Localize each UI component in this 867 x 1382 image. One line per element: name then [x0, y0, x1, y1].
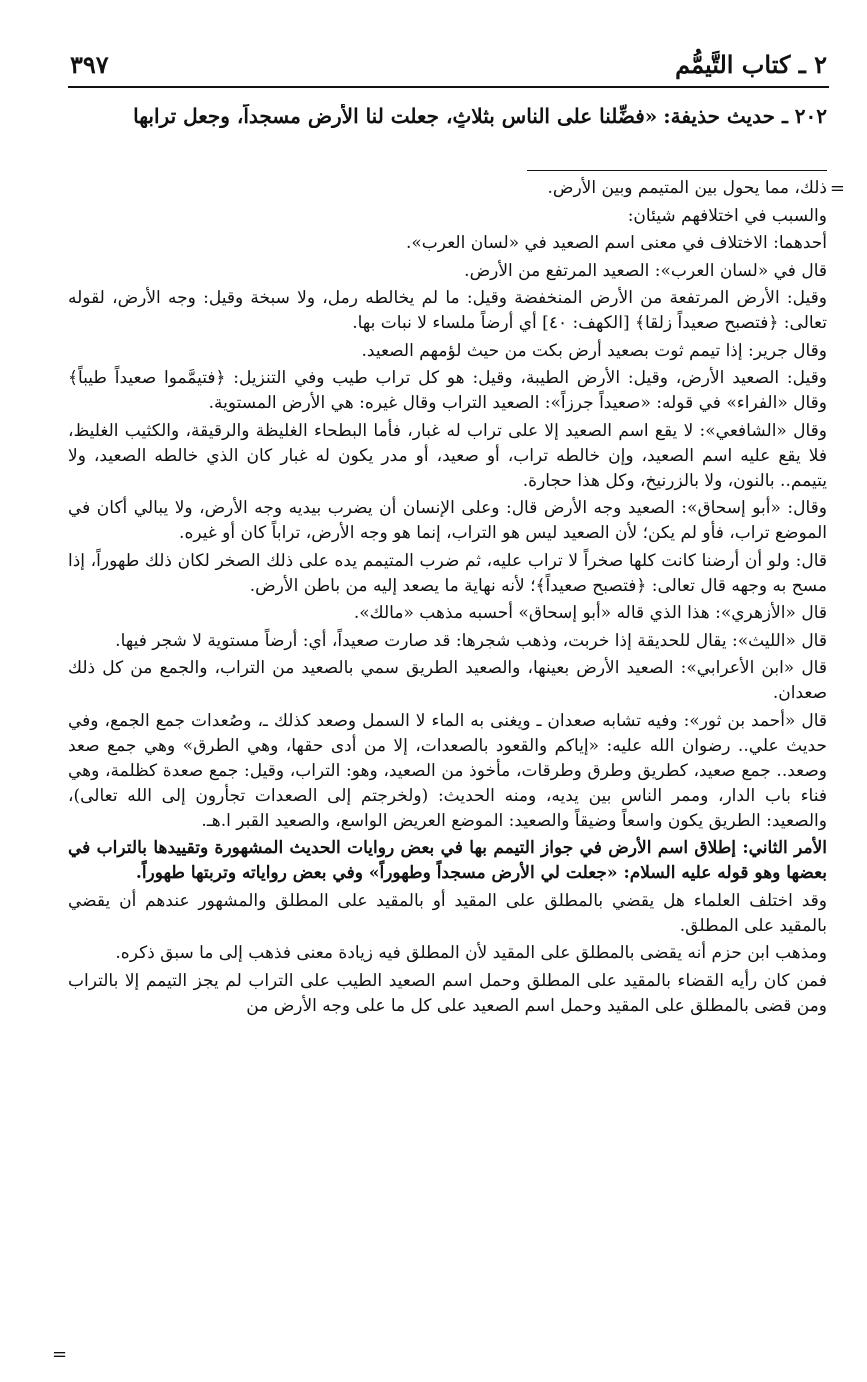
- note-paragraph: فمن كان رأيه القضاء بالمقيد على المطلق وحمل اسم الصعيد الطيب على التراب لم يجز التيمم إلا بالتراب ومن قضى بالمطلق على المقيد وحمل اسم الصعيد على كل ما على وجه الأرض من: [68, 970, 827, 1016]
- continuation-mark-top: =: [829, 178, 845, 199]
- note-paragraph-second-matter: الأمر الثاني: إطلاق اسم الأرض في جواز التيمم بها في بعض روايات الحديث المشهورة وتقييدها بالتراب في بعضها وهو قوله عليه السلام: «جعلت لي الأرض مسجداً وطهوراً» وفي بعض رواياته وتربتها طهوراً.: [68, 838, 827, 883]
- hadith-text: «فضِّلنا على الناس بثلاثٍ، جعلت لنا الأرض مسجداً، وجعل ترابها: [133, 104, 658, 128]
- note-paragraph: وقال جرير: إذا تيمم ثوت بصعيد أرض بكت من حيث لؤمهم الصعيد.: [361, 340, 827, 361]
- header-divider: [68, 86, 829, 88]
- note-paragraph: قال «الليث»: يقال للحديقة إذا خربت، وذهب شجرها: قد صارت صعيداً، أي: أرضاً مستوية لا شجر فيها.: [115, 630, 827, 651]
- hadith-heading: [60, 104, 827, 128]
- note-paragraph: قال «ابن الأعرابي»: الصعيد الأرض بعينها، والصعيد الطريق سمي بالصعيد من التراب، والجمع من كل ذلك صعدان.: [68, 658, 827, 703]
- note-paragraph: وقيل: الصعيد الأرض، وقيل: الأرض الطيبة، وقيل: هو كل تراب طيب وفي التنزيل: ﴿فتيمَّموا صعيداً طيباً﴾ وقال «الفراء» في قوله: «صعيداً جرزاً»: الصعيد التراب وقال غيره: هي الأرض المستوية.: [68, 368, 827, 413]
- page-header: [70, 46, 827, 86]
- hadith-label: ٢٠٢ ـ حديث حذيفة:: [663, 104, 827, 128]
- note-paragraph: قال «الأزهري»: هذا الذي قاله «أبو إسحاق» أحسبه مذهب «مالك».: [353, 603, 827, 623]
- note-paragraph: وقيل: الأرض المرتفعة من الأرض المنخفضة وقيل: ما لم يخالطه رمل، ولا سبخة وقيل: وجه الأرض، لقوله تعالى: ﴿فتصبح صعيداً زلقا﴾ [الكهف: ٤٠] أي أرضاً ملساء لا نبات بها.: [68, 288, 827, 333]
- chapter-title: ٢ ـ كتاب التَّيمُّم: [675, 50, 827, 79]
- continuation-mark-bottom: =: [52, 1344, 68, 1365]
- note-paragraph: وقال «الشافعي»: لا يقع اسم الصعيد إلا على تراب له غبار، فأما البطحاء الغليظة والرقيقة، والكثيب الغليظ، فلا يقع عليه اسم الصعيد، وإن خالطه تراب، أو صعيد، أو مدر يكون له غبار كان الذي خالطه الصعيد، ولا يتيمم.. بالنون، ولا بالزرنيخ، وكل هذا حجارة.: [68, 420, 827, 491]
- note-paragraph: والسبب في اختلافهم شيئان:: [627, 205, 827, 226]
- footnote-divider: [527, 170, 827, 171]
- note-paragraph: قال «أحمد بن ثور»: وفيه تشابه صعدان ـ ويغنى به الماء لا السمل وصعد كذلك ـ، وصُعدات جمع الجمع، وفي حديث علي.. رضوان الله عليه: «إياكم والقعود بالصعدات، إلا من أدى حقها، وهي الطرق» وهي جمع صعد وصعد.. جمع صعيد، كطريق وطرق وطرقات، مأخوذ من الصعيد، وهو: التراب، وقيل: جمع صعدة كظلمة، وهي فناء باب الدار، وممر الناس بين يديه، ومنه الحديث: (ولخرجتم إلى الصعدات تجأرون إلى الله تعالى)، والصعيد: الطريق يكون واسعاً وضيقاً والصعيد: الموضع العريض الواسع، والصعيد القبر ا.هـ.: [68, 710, 827, 831]
- note-paragraph: قال في «لسان العرب»: الصعيد المرتفع من الأرض.: [464, 260, 827, 281]
- note-paragraph: ذلك، مما يحول بين المتيمم وبين الأرض.: [547, 178, 827, 198]
- note-paragraph: وقد اختلف العلماء هل يقضي بالمطلق على المقيد أو بالمقيد على المطلق والمشهور عندهم أن يقضي بالمقيد على المطلق.: [68, 890, 827, 936]
- note-paragraph: وقال: «أبو إسحاق»: الصعيد وجه الأرض قال: وعلى الإنسان أن يضرب بيديه وجه الأرض، ولا يبالي أكان في الموضع تراب، فأو لم يكن؛ لأن الصعيد ليس هو التراب، إنما هو وجه الأرض، تراباً كان أو غيره.: [68, 498, 827, 543]
- page-number: ٣٩٧: [70, 50, 109, 79]
- note-paragraph: ومذهب ابن حزم أنه يقضى بالمطلق على المقيد لأن المطلق فيه زيادة معنى فذهب إلى ما سبق ذكره.: [115, 943, 827, 963]
- note-paragraph: أحدهما: الاختلاف في معنى اسم الصعيد في «لسان العرب».: [406, 233, 827, 253]
- note-paragraph: قال: ولو أن أرضنا كانت كلها صخراً لا تراب عليه، ثم ضرب المتيمم يده على ذلك الصخر لكان ذلك طهوراً، إذا مسح به وجهه قال تعالى: ﴿فتصبح صعيداً﴾؛ لأنه نهاية ما يصعد إليه من باطن الأرض.: [68, 550, 827, 596]
- footnotes: [68, 176, 827, 1021]
